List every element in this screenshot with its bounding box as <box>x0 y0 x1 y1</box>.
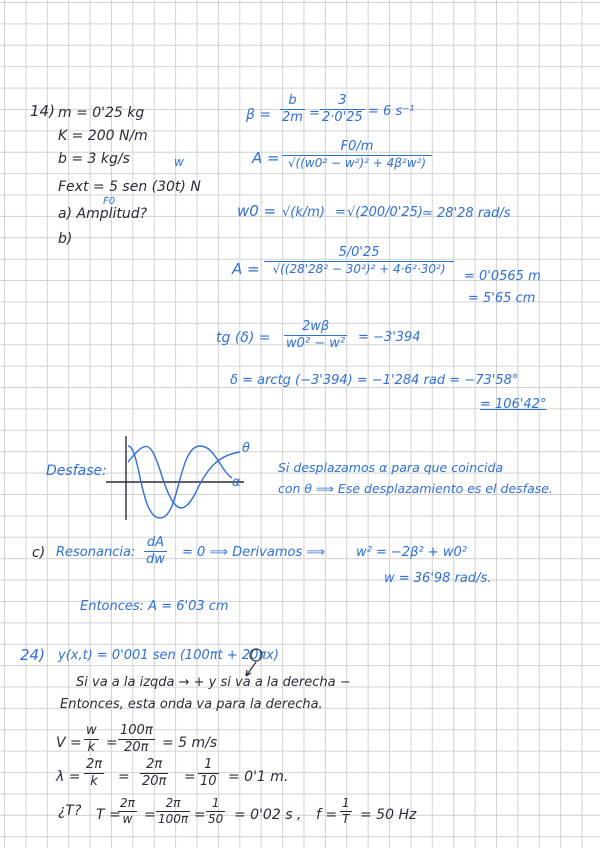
beta-result: = 6 s⁻¹ <box>368 104 415 119</box>
desfase-label: Desfase: <box>46 463 107 479</box>
period-result: = 0'02 s , <box>234 807 302 823</box>
wavelength-fraction-2: 2π 20π <box>142 757 167 789</box>
natural-frequency-lhs: w0 = <box>237 202 277 220</box>
period-fraction-3: 1 50 <box>208 796 224 826</box>
wavelength-fraction-1: 2π k <box>86 757 103 789</box>
beta-lhs: β = <box>246 107 272 123</box>
beta-fraction-1: b 2m <box>282 93 303 125</box>
direction-rule: Si va a la izqda → + y si va a la derecha − <box>76 675 351 690</box>
amplitude-lhs: A = <box>252 149 280 167</box>
problem-14-number: 14) <box>30 102 55 120</box>
direction-conclusion: Entonces, esta onda va para la derecha. <box>60 697 323 712</box>
given-mass: m = 0'25 kg <box>58 105 145 121</box>
phase-tangent-lhs: tg (δ) = <box>216 330 271 346</box>
amplitude-result-cm: = 5'65 cm <box>468 291 536 306</box>
resonance-condition: = 0 ⟹ Derivamos ⟹ <box>182 545 325 560</box>
beta-fraction-2: 3 2·0'25 <box>322 93 363 125</box>
resonance-omega-squared: w² = −2β² + w0² <box>356 545 467 560</box>
wave-equation: y(x,t) = 0'001 sen (100πt + 20πx) <box>58 648 279 663</box>
velocity-fraction-1: w k <box>86 723 97 755</box>
given-spring-constant: K = 200 N/m <box>58 128 148 144</box>
amplitude-value-fraction: 5/0'25 √((28'28² − 30²)² + 4·6²·30²) <box>264 246 454 275</box>
velocity-result: = 5 m/s <box>162 735 218 751</box>
notebook-page: 14) m = 0'25 kg K = 200 N/m b = 3 kg/s Fext = 5 sen (30t) N w F0 a) Amplitud? b) β = b 2m = 3 2·0'25 = 6 s⁻¹ A = F0/m √((w0² − w²)² + 4β²w²) w0 = √(k/m) = √(200/0'25) ≃ 28'28 rad/s A = 5/0'25 √((28'28² − 30²)² + 4·6²·30²) = 0'0565 m = 5'65 cm tg (δ) = 2wβ w0² − w² = −3'394 δ = arctg (−3'394) = −1'284 rad = −73'58° = 106'42° Desfase: θ α Si desplazamos α para que coincida con θ ⟹ Ese desplazamiento es el desfase. c) Resonancia: dA dw = 0 ⟹ Derivamos ⟹ w² = −2β² + w0² w = 36'98 rad/s. Entonces: A = 6'03 cm 24) y(x,t) = 0'001 sen (100πt + 20πx) Si va a la izqda → + y si va a la derecha − Entonces, esta onda va para la derecha. V = w k = 100π 20π = 5 m/s λ = 2π k = 2π 20π = 1 10 = 0'1 m. ¿T? T = 2π w = 2π 100π = 1 50 = 0'02 s , f = 1 T = 50 Hz <box>0 0 600 848</box>
phase-tangent-fraction: 2wβ w0² − w² <box>286 319 346 351</box>
period-lhs: T = <box>96 807 121 823</box>
omega-annotation: w <box>174 155 184 169</box>
natural-frequency-root-2: √(200/0'25) <box>347 205 424 220</box>
alpha-label: α <box>232 475 241 490</box>
phase-angle-positive: = 106'42° <box>480 397 547 412</box>
problem-24-number: 24) <box>20 646 45 664</box>
amplitude-result-m: = 0'0565 m <box>464 269 541 284</box>
f0-annotation: F0 <box>103 196 116 207</box>
resonance-omega: w = 36'98 rad/s. <box>384 571 492 586</box>
natural-frequency-result: ≃ 28'28 rad/s <box>422 206 511 221</box>
phase-angle: δ = arctg (−3'394) = −1'284 rad = −73'58° <box>230 373 519 388</box>
given-external-force: Fext = 5 sen (30t) N <box>58 179 201 195</box>
desfase-explanation-1: Si desplazamos α para que coincida <box>278 460 504 475</box>
velocity-lhs: V = <box>56 735 82 751</box>
amplitude-formula: F0/m √((w0² − w²)² + 4β²w²) <box>282 140 432 169</box>
frequency-result: = 50 Hz <box>360 807 417 823</box>
question-b: b) <box>58 231 73 247</box>
period-question: ¿T? <box>58 803 82 819</box>
period-fraction-2: 2π 100π <box>158 796 189 826</box>
desfase-explanation-2: con θ ⟹ Ese desplazamiento es el desfase. <box>278 481 553 496</box>
velocity-fraction-2: 100π 20π <box>120 723 153 755</box>
wavelength-result: = 0'1 m. <box>228 769 289 785</box>
resonance-amplitude: Entonces: A = 6'03 cm <box>80 599 229 614</box>
resonance-label: Resonancia: <box>56 545 136 560</box>
wavelength-fraction-3: 1 10 <box>200 757 217 789</box>
frequency-fraction: 1 T <box>342 796 350 826</box>
given-damping: b = 3 kg/s <box>58 151 130 167</box>
amplitude-value-lhs: A = <box>232 260 260 278</box>
frequency-lhs: f = <box>316 807 338 823</box>
question-a: a) Amplitud? <box>58 206 148 222</box>
theta-label: θ <box>242 441 250 456</box>
part-c-label: c) <box>32 545 46 561</box>
phase-tangent-result: = −3'394 <box>358 330 421 345</box>
wavelength-lhs: λ = <box>56 769 81 785</box>
period-fraction-1: 2π w <box>120 796 135 826</box>
resonance-derivative: dA dw <box>146 535 165 567</box>
natural-frequency-root-1: √(k/m) <box>282 205 325 220</box>
